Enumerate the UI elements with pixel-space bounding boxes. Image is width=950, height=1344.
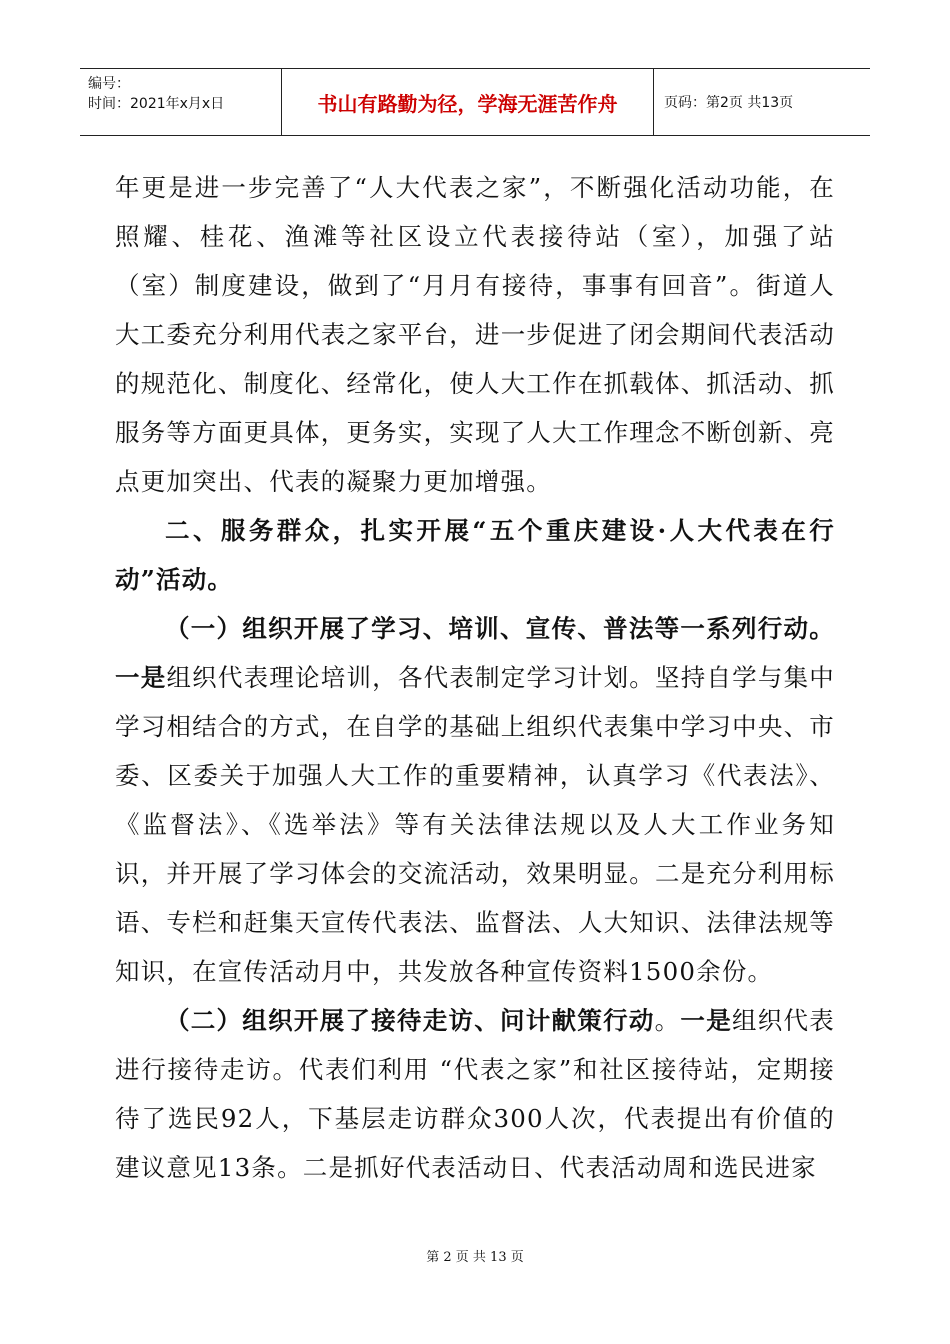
paragraph: [115, 996, 835, 1192]
paragraph: [115, 604, 835, 996]
document-body: [115, 163, 835, 1192]
paragraph-text: 组织代表理论培训，各代表制定学习计划。坚持自学与集中学习相结合的方式，在自学的基础上组织代表集中学习中央、市委、区委关于加强人大工作的重要精神，认真学习《代表法》、《监督法》、《选举法》等有关法律法规以及人大工作业务知识，并开展了学习体会的交流活动，效果明显。二是充分利用标语、专栏和赶集天宣传代表法、监督法、人大知识、法律法规等知识，在宣传活动月中，共发放各种宣传资料1500余份。: [115, 663, 835, 986]
date-label: 时间：2021年x月x日: [88, 96, 225, 112]
page-footer: 第 2 页 共 13 页: [426, 1250, 524, 1265]
paragraph-text: 组织代表进行接待走访。代表们利用 “代表之家”和社区接待站，定期接待了选民92人，下基层走访群众300人次，代表提出有价值的建议意见13条。二是抓好代表活动日、代表活动周和选民进家: [115, 1006, 835, 1182]
section-heading: 二、服务群众，扎实开展“五个重庆建设·人大代表在行动”活动。: [115, 516, 835, 594]
page-header: [80, 68, 870, 136]
punctuation: 。: [654, 1006, 681, 1035]
header-meta: [80, 69, 282, 135]
header-page-label: 页码：第2页 共13页: [664, 95, 794, 111]
paragraph: 年更是进一步完善了“人大代表之家”，不断强化活动功能，在照耀、桂花、渔滩等社区设立代表接待站（室），加强了站（室）制度建设，做到了“月月有接待，事事有回音”。街道人大工委充分利用代表之家平台，进一步促进了闭会期间代表活动的规范化、制度化、经常化，使人大工作在抓载体、抓活动、抓服务等方面更具体，更务实，实现了人大工作理念不断创新、亮点更加突出、代表的凝聚力更加增强。: [115, 173, 835, 496]
subsection-title: （二）组织开展了接待走访、问计献策行动: [165, 1006, 655, 1035]
number-label: 编号：: [88, 76, 130, 92]
header-motto: 书山有路勤为径，学海无涯苦作舟: [282, 69, 654, 135]
lead-word: 一是: [115, 663, 167, 692]
lead-word: 一是: [680, 1006, 732, 1035]
subsection-title: （一）组织开展了学习、培训、宣传、普法等一系列行动。: [165, 614, 835, 643]
